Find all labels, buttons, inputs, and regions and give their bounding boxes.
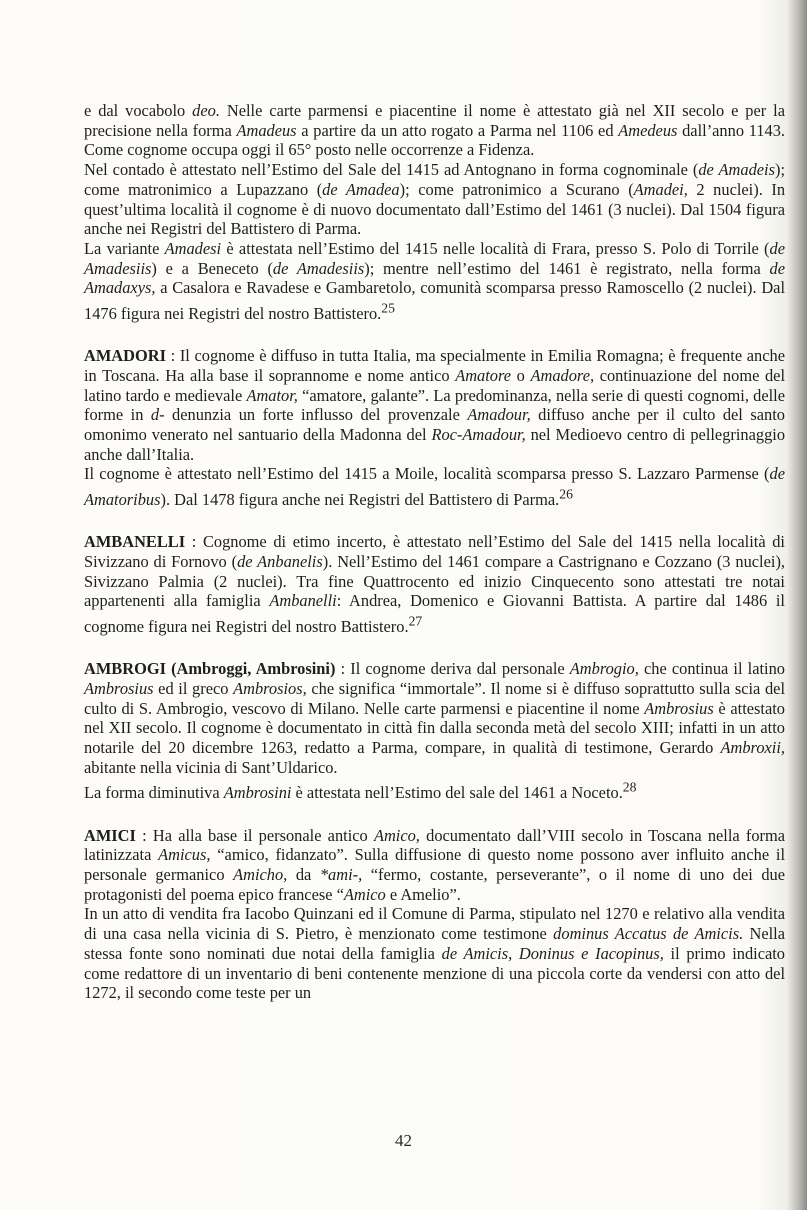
paragraph-text: e dal vocabolo deo. Nelle carte parmensi e piacentine il nome è attestato già nel XII secolo e per la precisione nella forma Amadeus a partire da un atto rogato a Parma nel 1106 ed Amedeus dall’anno 1143. Come cognome occupa oggi il 65° posto nelle occorrenze a Fidenza. xyxy=(84,101,785,160)
paragraph xyxy=(84,239,785,323)
paragraph xyxy=(84,464,785,509)
paragraph-text: La forma diminutiva Ambrosini è attestata nell’Estimo del sale del 1461 a Noceto.$^{28}$ xyxy=(84,779,637,802)
paragraph-text: Nel contado è attestato nell’Estimo del Sale del 1415 ad Antognano in forma cognominale (de Amadeis); come matronimico a Lupazzano (de Amadea); come patronimico a Scurano (Amadei, 2 nuclei). In quest’ultima località il cognome è di nuovo documentato dall’Estimo del 1461 (3 nuclei). Dal 1504 figura anche nei Registri del Battistero di Parma. xyxy=(84,160,786,239)
paragraph xyxy=(84,904,785,1003)
headword: AMBROGI (Ambroggi, Ambrosini) xyxy=(84,659,336,679)
entry-paragraph xyxy=(84,659,785,777)
paragraph xyxy=(84,160,785,239)
paragraph-text: Il cognome è diffuso in tutta Italia, ma specialmente in Emilia Romagna; è frequente anche in Toscana. Ha alla base il soprannome e nome antico Amatore o Amadore, continuazione del nome del latino tardo e medievale Amator, “amatore, galante”. La predominanza, nella serie di questi cognomi, delle forme in d- denunzia un forte influsso del provenzale Amadour, diffuso anche per il culto del santo omonimo venerato nel santuario della Madonna del Roc-Amadour, nel Medioevo centro di pellegrinaggio anche dall’Italia. xyxy=(84,346,786,464)
body-text xyxy=(84,101,785,1003)
page-number: 42 xyxy=(395,1131,412,1150)
entry-paragraph xyxy=(84,532,785,636)
headword: AMBANELLI xyxy=(84,532,186,552)
paragraph xyxy=(84,778,785,803)
entry-paragraph xyxy=(84,826,785,905)
paragraph-text: Cognome di etimo incerto, è attestato nell’Estimo del Sale del 1415 nella località di Sivizzano di Fornovo (de Anbanelis). Nell’Estimo del 1461 compare a Castrignano e Cozzano (3 nuclei), Sivizzano Palmia (2 nuclei). Tra fine Quattrocento ed inizio Cinquecento sono attestati tre notai appartenenti alla famiglia Ambanelli: Andrea, Domenico e Giovanni Battista. A partire dal 1486 il cognome figura nei Registri del nostro Battistero.$^{27}$ xyxy=(84,532,785,636)
paragraph-text: In un atto di vendita fra Iacobo Quinzani ed il Comune di Parma, stipulato nel 1270 e relativo alla vendita di una casa nella vicinia di S. Pietro, è menzionato come testimone dominus Accatus de Amicis. Nella stessa fonte sono nominati due notai della famiglia de Amicis, Doninus e Iacopinus, il primo indicato come redattore di un inventario di beni contenente menzione di una piccola corte da vendersi con atto del 1272, il secondo come teste per un xyxy=(84,904,786,1003)
paragraph-text: Il cognome deriva dal personale Ambrogio, che continua il latino Ambrosius ed il greco Ambrosios, che significa “immortale”. Il nome si è diffuso soprattutto sulla scia del culto di S. Ambrogio, vescovo di Milano. Nelle carte parmensi e piacentine il nome Ambrosius è attestato nel XII secolo. Il cognome è documentato in città fin dalla seconda metà del secolo XIII; infatti in un atto notarile del 20 dicembre 1263, redatto a Parma, compare, in qualità di testimone, Gerardo Ambroxii, abitante nella vicinia di Sant’Uldarico. xyxy=(84,659,786,777)
headword-separator: : xyxy=(135,825,153,845)
paragraph-text: Ha alla base il personale antico Amico, documentato dall’VIII secolo in Toscana nella forma latinizzata Amicus, “amico, fidanzato”. Sulla diffusione di questo nome possono aver influito anche il personale germanico Amicho, da *ami-, “fermo, costante, perseverante”, o il nome di uno dei due protagonisti del poema epico francese “Amico e Amelio”. xyxy=(84,825,786,904)
entry-paragraph xyxy=(84,346,785,464)
paragraph xyxy=(84,101,785,160)
paragraph-text: Il cognome è attestato nell’Estimo del 1415 a Moile, località scomparsa presso S. Lazzaro Parmense (de Amatoribus). Dal 1478 figura anche nei Registri del Battistero di Parma.$^{26}$ xyxy=(84,464,785,509)
headword-separator: : xyxy=(335,659,351,679)
headword-separator: : xyxy=(185,532,203,552)
headword-separator: : xyxy=(165,346,180,366)
paragraph-text: La variante Amadesi è attestata nell’Estimo del 1415 nelle località di Frara, presso S. Polo di Torrile (de Amadesiis) e a Beneceto (de Amadesiis); mentre nell’estimo del 1461 è registrato, nella forma de Amadaxys, a Casalora e Ravadese e Gambaretolo, comunità scomparsa presso Ramoscello (2 nuclei). Dal 1476 figura nei Registri del nostro Battistero.$^{25}$ xyxy=(84,238,785,323)
headword: AMADORI xyxy=(84,346,166,366)
headword: AMICI xyxy=(84,825,136,845)
